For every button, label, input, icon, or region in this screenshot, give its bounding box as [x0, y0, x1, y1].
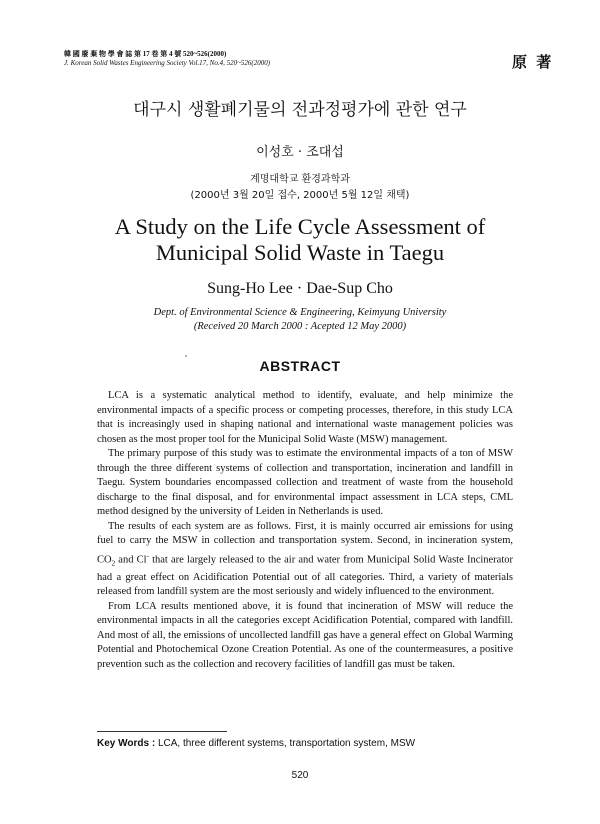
english-authors: Sung-Ho Lee · Dae-Sup Cho	[207, 280, 393, 297]
english-affiliation: Dept. of Environmental Science & Engineering, Keimyung University	[153, 307, 447, 318]
abstract-body	[97, 389, 513, 672]
scan-speck	[185, 355, 187, 357]
english-title-line-1: A Study on the Life Cycle Assessment of	[114, 214, 486, 239]
english-dates: (Received 20 March 2000 : Acepted 12 May 2000)	[193, 321, 407, 332]
abstract-p3-part-c: that are largely released to the air and water from Municipal Solid Waste Incinerator had a great effect on Acidification Potential out of all categories. Third, a variety of materials released from landfill system are the most seriously and widely influenced to the environment.	[97, 554, 513, 598]
journal-citation-english: J. Korean Solid Wastes Engineering Society Vol.17, No.4, 520~526(2000)	[64, 59, 271, 67]
korean-authors: 이성호 · 조대섭	[256, 145, 344, 160]
abstract-p3-part-a: The results of each system are as follows. First, it is mainly occurred air emissions for using fuel to carry the MSW in collection and transportation system. Second, in incineration system, CO	[97, 520, 513, 565]
journal-header	[64, 50, 270, 68]
abstract-p3-part-b: and Cl	[115, 554, 147, 565]
journal-citation-korean: 韓 國 廢 棄 物 學 會 誌 第 17 卷 第 4 號 520~526(2000)	[64, 50, 227, 58]
english-affiliation-block	[0, 306, 600, 334]
korean-title: 대구시 생활폐기물의 전과정평가에 관한 연구	[133, 100, 467, 120]
keywords	[97, 738, 517, 749]
korean-dates: (2000년 3월 20일 접수, 2000년 5월 12일 채택)	[190, 190, 410, 201]
page-number: 520	[291, 770, 309, 781]
keywords-text: LCA, three different systems, transportation system, MSW	[157, 738, 416, 749]
abstract-paragraph-4: From LCA results mentioned above, it is found that incineration of MSW will reduce the environmental impacts in all the categories except Acidification Potential, compared with landfill. And most of all, the emissions of uncollected landfill gas have a general effect on Global Warming Potential and Photochemical Ozone Creation Potential. As one of the countermeasures, a positive prevention such as the collection and recovery facilities of landfill gas must be taken.	[97, 600, 513, 670]
english-title-line-2: Municipal Solid Waste in Taegu	[155, 240, 445, 265]
keywords-divider	[97, 731, 227, 732]
article-type-label: 原 著	[512, 53, 554, 71]
abstract-paragraph-2: The primary purpose of this study was to estimate the environmental impacts of a ton of MSW through the three different systems of collection and transportation, incineration and landfill in Taegu. System boundaries encompassed collection and treatment of waste from the household discharge to the final disposal, and for environmental impact assessment in LCA steps, CML method designed by the university of Leiden in Netherlands is used.	[97, 448, 513, 517]
co2-subscript: 2	[111, 559, 116, 568]
cl-superscript: -	[146, 551, 149, 560]
abstract-paragraph-1: LCA is a systematic analytical method to identify, evaluate, and help minimize the environmental impacts of a specific process or competing processes, therefore, in this study LCA that is increasingly used in shaping national and international waste management policies was chosen as the most proper tool for the Municipal Solid Waste (MSW) management.	[97, 390, 513, 445]
abstract-heading: ABSTRACT	[259, 358, 341, 374]
korean-affiliation: 계명대학교 환경과학과	[250, 174, 350, 185]
keywords-label: Key Words :	[97, 738, 158, 749]
english-title	[0, 214, 600, 266]
abstract-paragraph-3	[97, 520, 513, 600]
